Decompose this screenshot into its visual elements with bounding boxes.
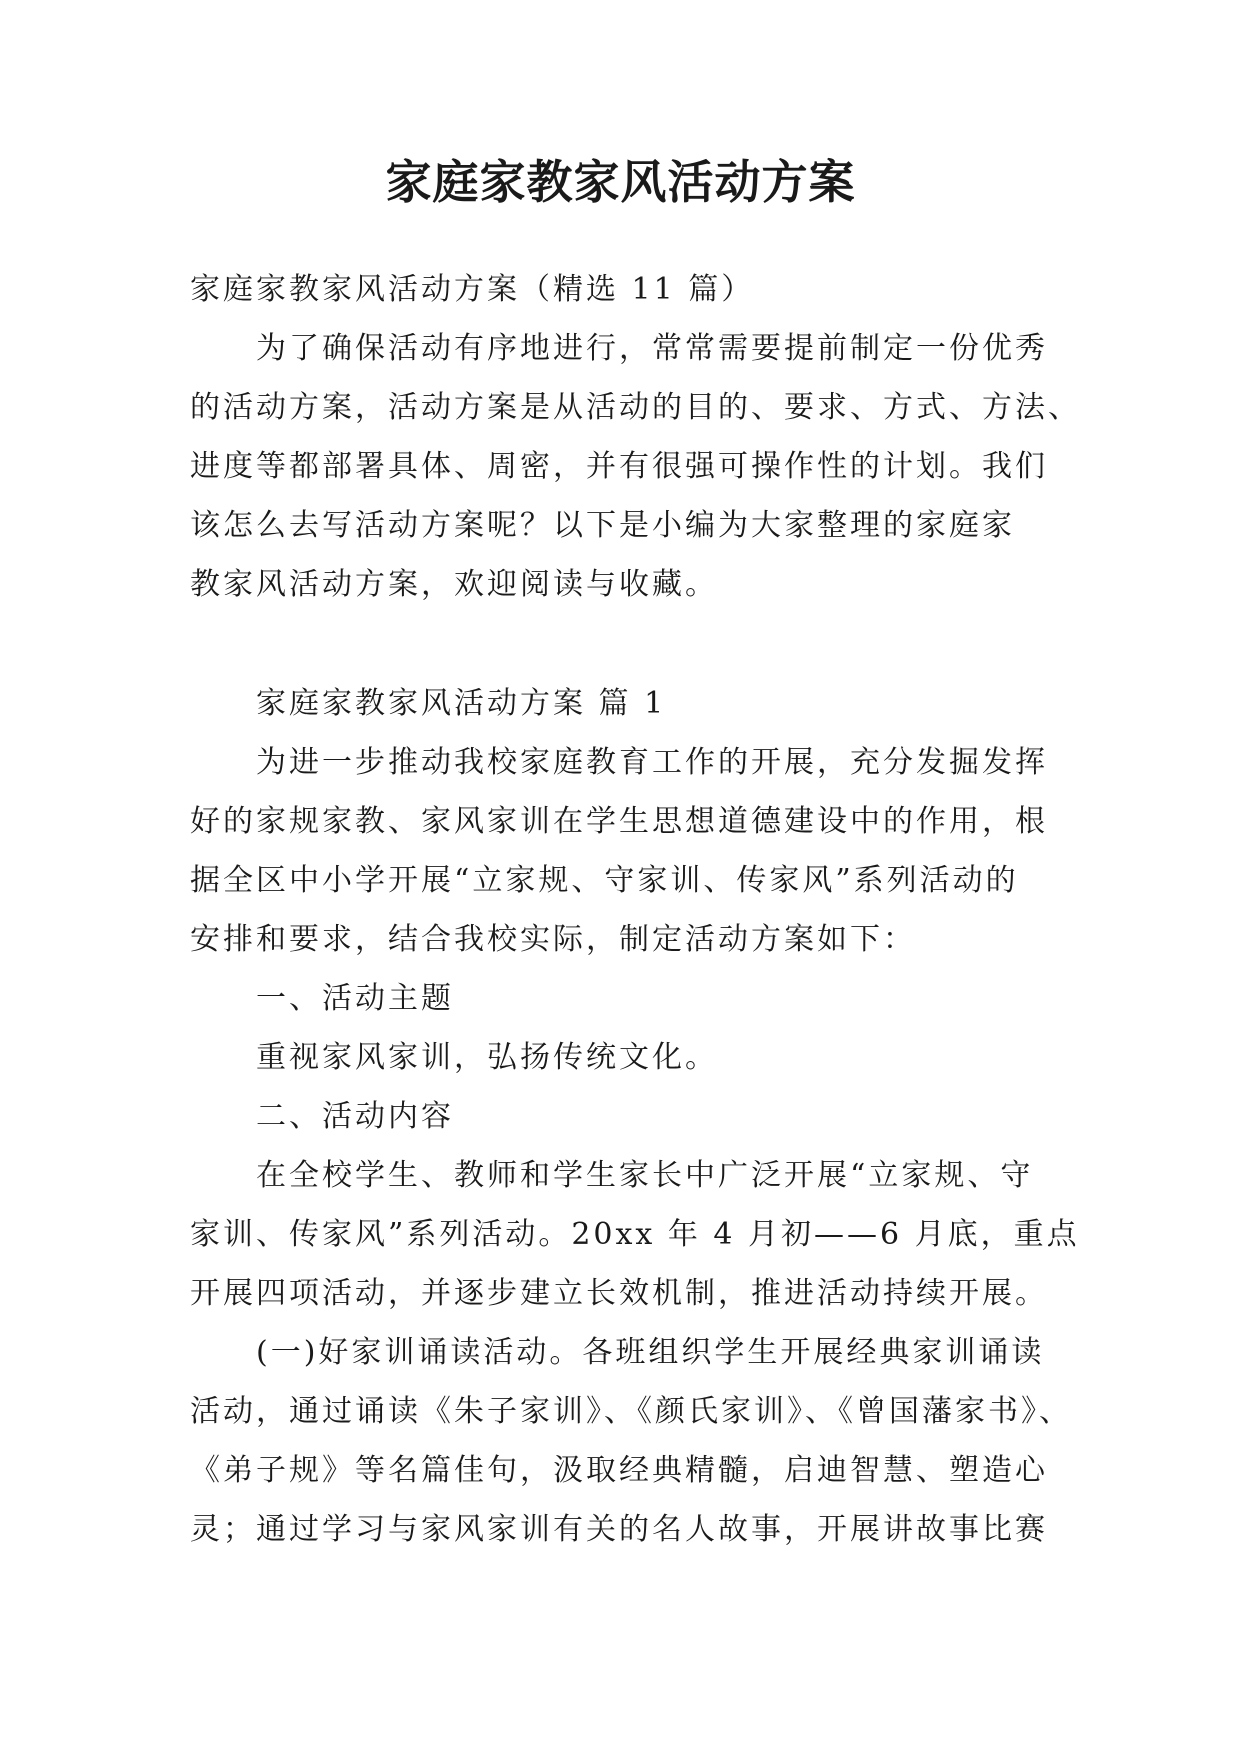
section-heading-theme: 一、活动主题 bbox=[256, 981, 454, 1016]
section-heading: 家庭家教家风活动方案 篇 1 bbox=[256, 686, 667, 721]
section-line: 家训、传家风”系列活动。20xx 年 4 月初——6 月底，重点 bbox=[190, 1217, 1080, 1252]
section-line: 重视家风家训，弘扬传统文化。 bbox=[256, 1040, 718, 1075]
intro-line: 为了确保活动有序地进行，常常需要提前制定一份优秀 bbox=[256, 331, 1048, 366]
section-line: 好的家规家教、家风家训在学生思想道德建设中的作用，根 bbox=[190, 804, 1048, 839]
section-line: 灵；通过学习与家风家训有关的名人故事，开展讲故事比赛 bbox=[190, 1512, 1048, 1547]
section-line: 《弟子规》等名篇佳句，汲取经典精髓，启迪智慧、塑造心 bbox=[190, 1453, 1048, 1488]
section-line: 为进一步推动我校家庭教育工作的开展，充分发掘发挥 bbox=[256, 745, 1048, 780]
intro-line: 进度等都部署具体、周密，并有很强可操作性的计划。我们 bbox=[190, 449, 1048, 484]
section-line: 据全区中小学开展“立家规、守家训、传家风”系列活动的 bbox=[190, 863, 1019, 898]
section-line: 安排和要求，结合我校实际，制定活动方案如下： bbox=[190, 922, 916, 957]
section-line: (一)好家训诵读活动。各班组织学生开展经典家训诵读 bbox=[256, 1335, 1045, 1370]
intro-line: 教家风活动方案，欢迎阅读与收藏。 bbox=[190, 567, 718, 602]
intro-line: 的活动方案，活动方案是从活动的目的、要求、方式、方法、 bbox=[190, 390, 1081, 425]
document-body bbox=[190, 260, 1081, 1559]
document-title: 家庭家教家风活动方案 bbox=[385, 155, 856, 209]
section-heading-content: 二、活动内容 bbox=[256, 1099, 454, 1134]
section-line: 开展四项活动，并逐步建立长效机制，推进活动持续开展。 bbox=[190, 1276, 1048, 1311]
section-line: 在全校学生、教师和学生家长中广泛开展“立家规、守 bbox=[256, 1158, 1034, 1193]
section-line: 活动，通过诵读《朱子家训》、《颜氏家训》、《曾国藩家书》、 bbox=[190, 1394, 1072, 1429]
document-subtitle: 家庭家教家风活动方案（精选 11 篇） bbox=[190, 272, 755, 307]
intro-line: 该怎么去写活动方案呢？以下是小编为大家整理的家庭家 bbox=[190, 508, 1015, 543]
paragraph-gap bbox=[190, 614, 1060, 674]
